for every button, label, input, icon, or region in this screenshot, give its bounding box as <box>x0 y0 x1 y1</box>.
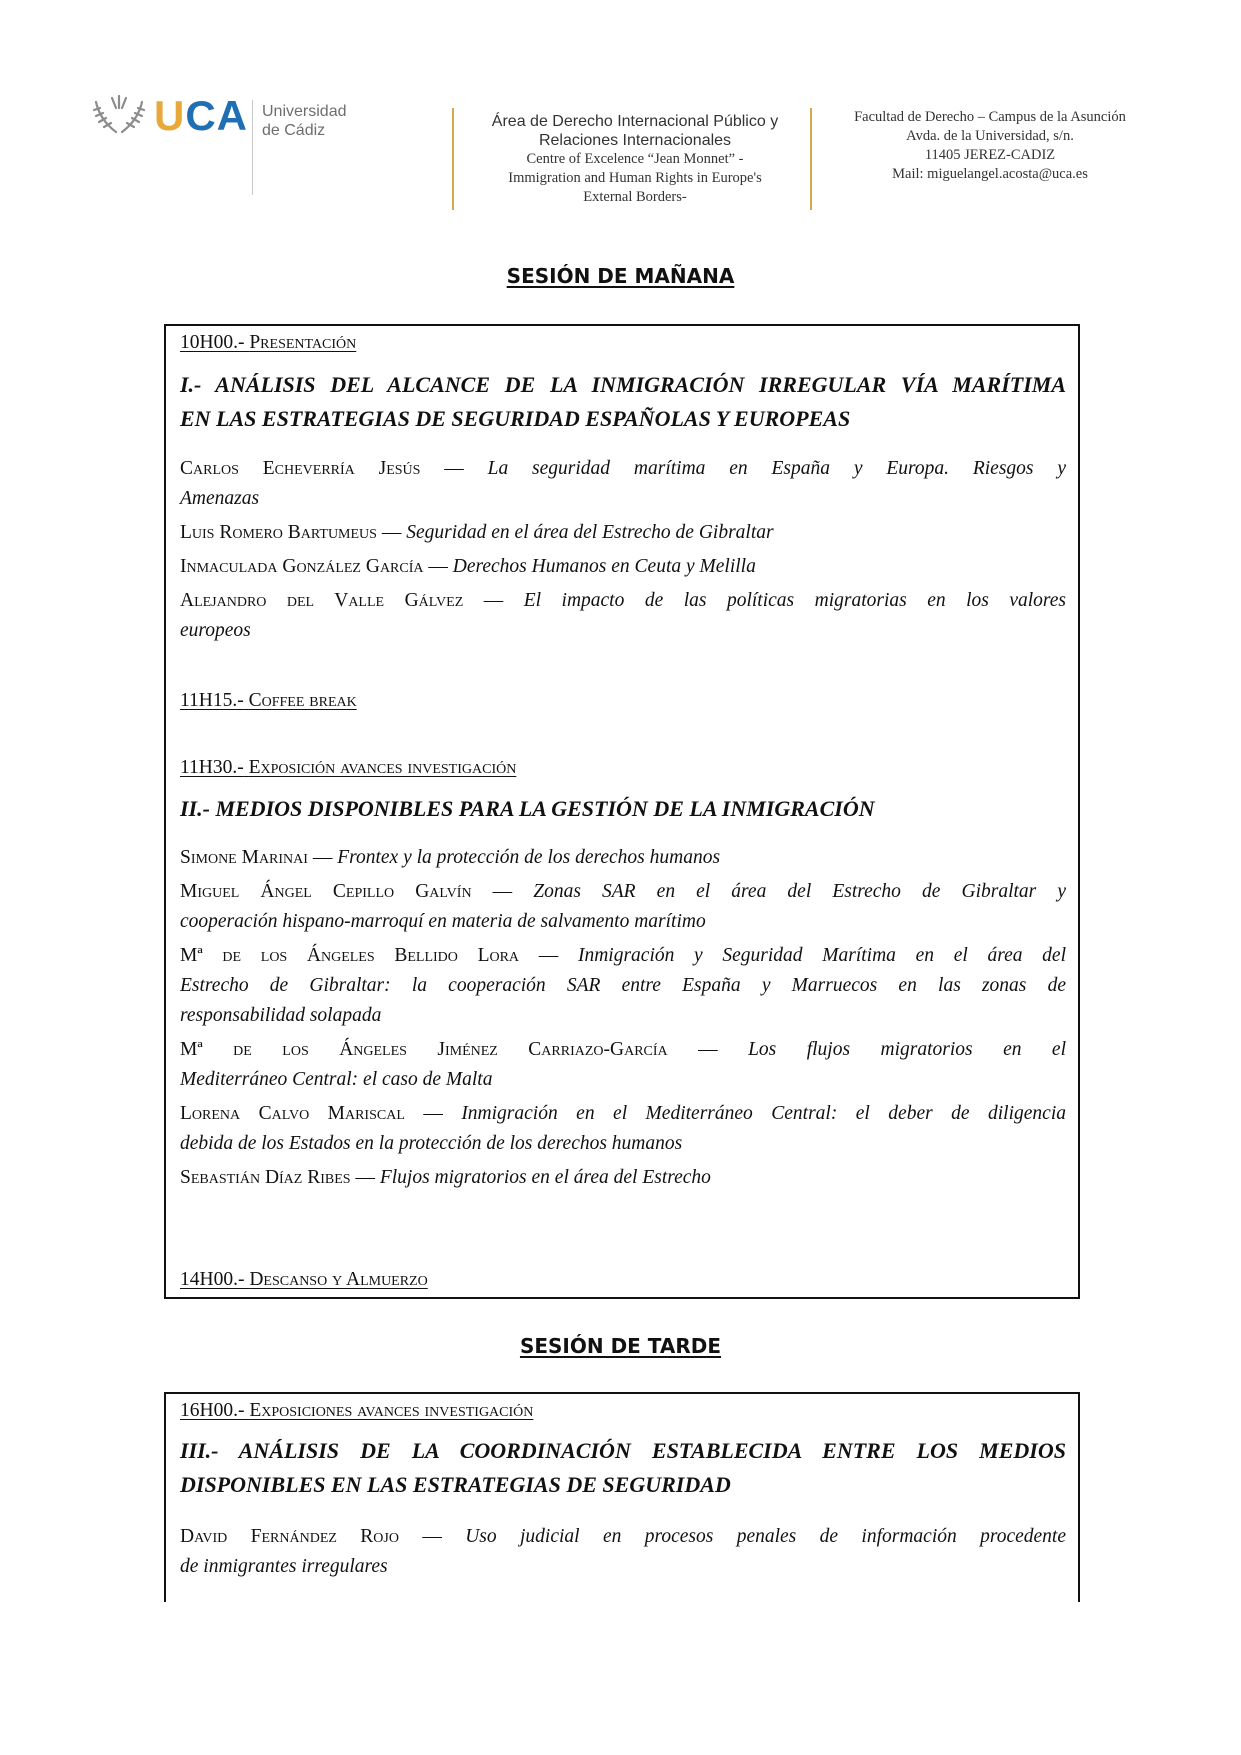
afternoon-session-title: SESIÓN DE TARDE <box>519 1334 722 1358</box>
talk-item: Lorena Calvo Mariscal — Inmigración en el Mediterráneo Central: el deber de diligencia <box>180 1103 1066 1124</box>
talk-item-continued: debida de los Estados en la protección de los derechos humanos <box>180 1133 683 1154</box>
uca-wordmark: UCA <box>154 92 249 139</box>
talk-item: Luis Romero Bartumeus — Seguridad en el área del Estrecho de Gibraltar <box>180 522 774 543</box>
university-name: Universidad de Cádiz <box>262 103 347 139</box>
exposition-slot: 11H30.- Exposición avances investigación <box>180 757 517 778</box>
header-divider-left <box>452 108 454 210</box>
exposition-slot: 16H00.- Exposiciones avances investigación <box>180 1400 534 1421</box>
talk-item-continued: responsabilidad solapada <box>180 1005 382 1026</box>
talk-item-continued: Amenazas <box>180 488 260 509</box>
talk-item: Miguel Ángel Cepillo Galvín — Zonas SAR en el área del Estrecho de Gibraltar y <box>180 881 1067 902</box>
section-1-title: I.- ANÁLISIS DEL ALCANCE DE LA INMIGRACIÓN IRREGULAR VÍA MARÍTIMA EN LAS ESTRATEGIAS DE SEGURIDAD ESPAÑOLAS Y EUROPEAS <box>180 372 1066 431</box>
talk-item: Sebastián Díaz Ribes — Flujos migratorios en el área del Estrecho <box>180 1167 711 1188</box>
department-info: Área de Derecho Internacional Público y Relaciones Internacionales Centre of Excelence “Jean Monnet” - Immigration and Human Rights in Europe's External Borders- <box>491 113 779 205</box>
faculty-address: Facultad de Derecho – Campus de la Asunción Avda. de la Universidad, s/n. 11405 JEREZ-CADIZ Mail: miguelangel.acosta@uca.es <box>854 109 1126 182</box>
talk-item: Carlos Echeverría Jesús — La seguridad marítima en España y Europa. Riesgos y <box>180 458 1066 479</box>
talk-item-continued: de inmigrantes irregulares <box>180 1556 388 1577</box>
morning-session-title: SESIÓN DE MAÑANA <box>506 264 735 288</box>
morning-program-box <box>164 324 1080 1299</box>
logo-divider <box>252 100 253 195</box>
talk-item-continued: cooperación hispano-marroquí en materia de salvamento marítimo <box>180 911 706 932</box>
talk-item: Alejandro del Valle Gálvez — El impacto de las políticas migratorias en los valores <box>180 590 1067 611</box>
talk-item: Simone Marinai — Frontex y la protección de los derechos humanos <box>180 847 721 868</box>
coffee-break-slot: 11H15.- Coffee break <box>180 690 357 711</box>
talk-item: Inmaculada González García — Derechos Humanos en Ceuta y Melilla <box>180 556 756 577</box>
talk-item: David Fernández Rojo — Uso judicial en procesos penales de información procedente <box>180 1526 1067 1547</box>
talk-item-continued: Mediterráneo Central: el caso de Malta <box>180 1069 493 1090</box>
talk-item-continued: Estrecho de Gibraltar: la cooperación SAR entre España y Marruecos en las zonas de <box>180 975 1066 996</box>
lunch-slot: 14H00.- Descanso y Almuerzo <box>180 1269 428 1290</box>
letterhead <box>0 0 1241 220</box>
talk-item-continued: europeos <box>180 620 251 641</box>
afternoon-program-box <box>164 1392 1080 1602</box>
presentation-slot: 10H00.- Presentación <box>180 332 357 353</box>
header-divider-right <box>810 108 812 210</box>
talk-item: Mª de los Ángeles Jiménez Carriazo-García — Los flujos migratorios en el <box>180 1039 1066 1060</box>
section-2-title: II.- MEDIOS DISPONIBLES PARA LA GESTIÓN DE LA INMIGRACIÓN <box>180 796 875 821</box>
uca-logo <box>90 92 248 140</box>
section-3-title: III.- ANÁLISIS DE LA COORDINACIÓN ESTABLECIDA ENTRE LOS MEDIOS DISPONIBLES EN LAS ESTRATEGIAS DE SEGURIDAD <box>180 1438 1066 1497</box>
laurel-wreath-icon <box>90 92 148 140</box>
talk-item: Mª de los Ángeles Bellido Lora — Inmigración y Seguridad Marítima en el área del <box>180 945 1067 966</box>
